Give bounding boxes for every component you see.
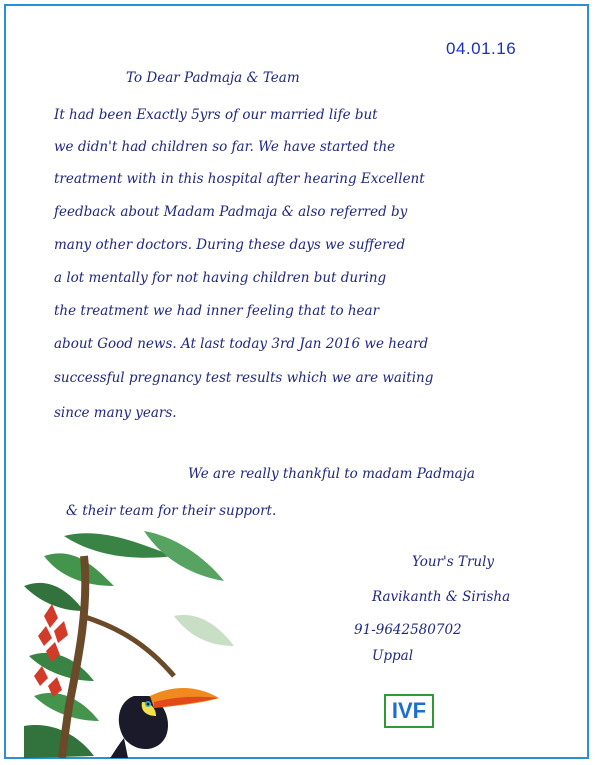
- letter-line: a lot mentally for not having children but during: [54, 270, 387, 286]
- letter-line: since many years.: [54, 405, 177, 421]
- signature-names: Ravikanth & Sirisha: [372, 589, 511, 605]
- letter-line: the treatment we had inner feeling that to hear: [54, 303, 380, 319]
- toucan-tropical-icon: [24, 526, 246, 758]
- signature-phone: 91-9642580702: [354, 622, 462, 638]
- letter-line: treatment with in this hospital after hearing Excellent: [54, 171, 425, 187]
- letter-date: 04.01.16: [446, 39, 517, 58]
- closing-line: We are really thankful to madam Padmaja: [188, 466, 475, 482]
- letter-line: about Good news. At last today 3rd Jan 2016 we heard: [54, 336, 429, 352]
- letter-line: many other doctors. During these days we suffered: [54, 237, 406, 253]
- letter-salutation: To Dear Padmaja & Team: [126, 70, 300, 86]
- letter-line: feedback about Madam Padmaja & also referred by: [54, 204, 408, 220]
- letter-line: It had been Exactly 5yrs of our married life but: [54, 107, 378, 123]
- closing-line: & their team for their support.: [66, 503, 277, 519]
- page-frame: [4, 4, 589, 759]
- letter-line: we didn't had children so far. We have started the: [54, 139, 396, 155]
- signature-place: Uppal: [372, 648, 414, 664]
- signoff: Your's Truly: [412, 554, 495, 570]
- ivf-badge: IVF: [384, 694, 434, 728]
- letter-line: successful pregnancy test results which we are waiting: [54, 370, 434, 386]
